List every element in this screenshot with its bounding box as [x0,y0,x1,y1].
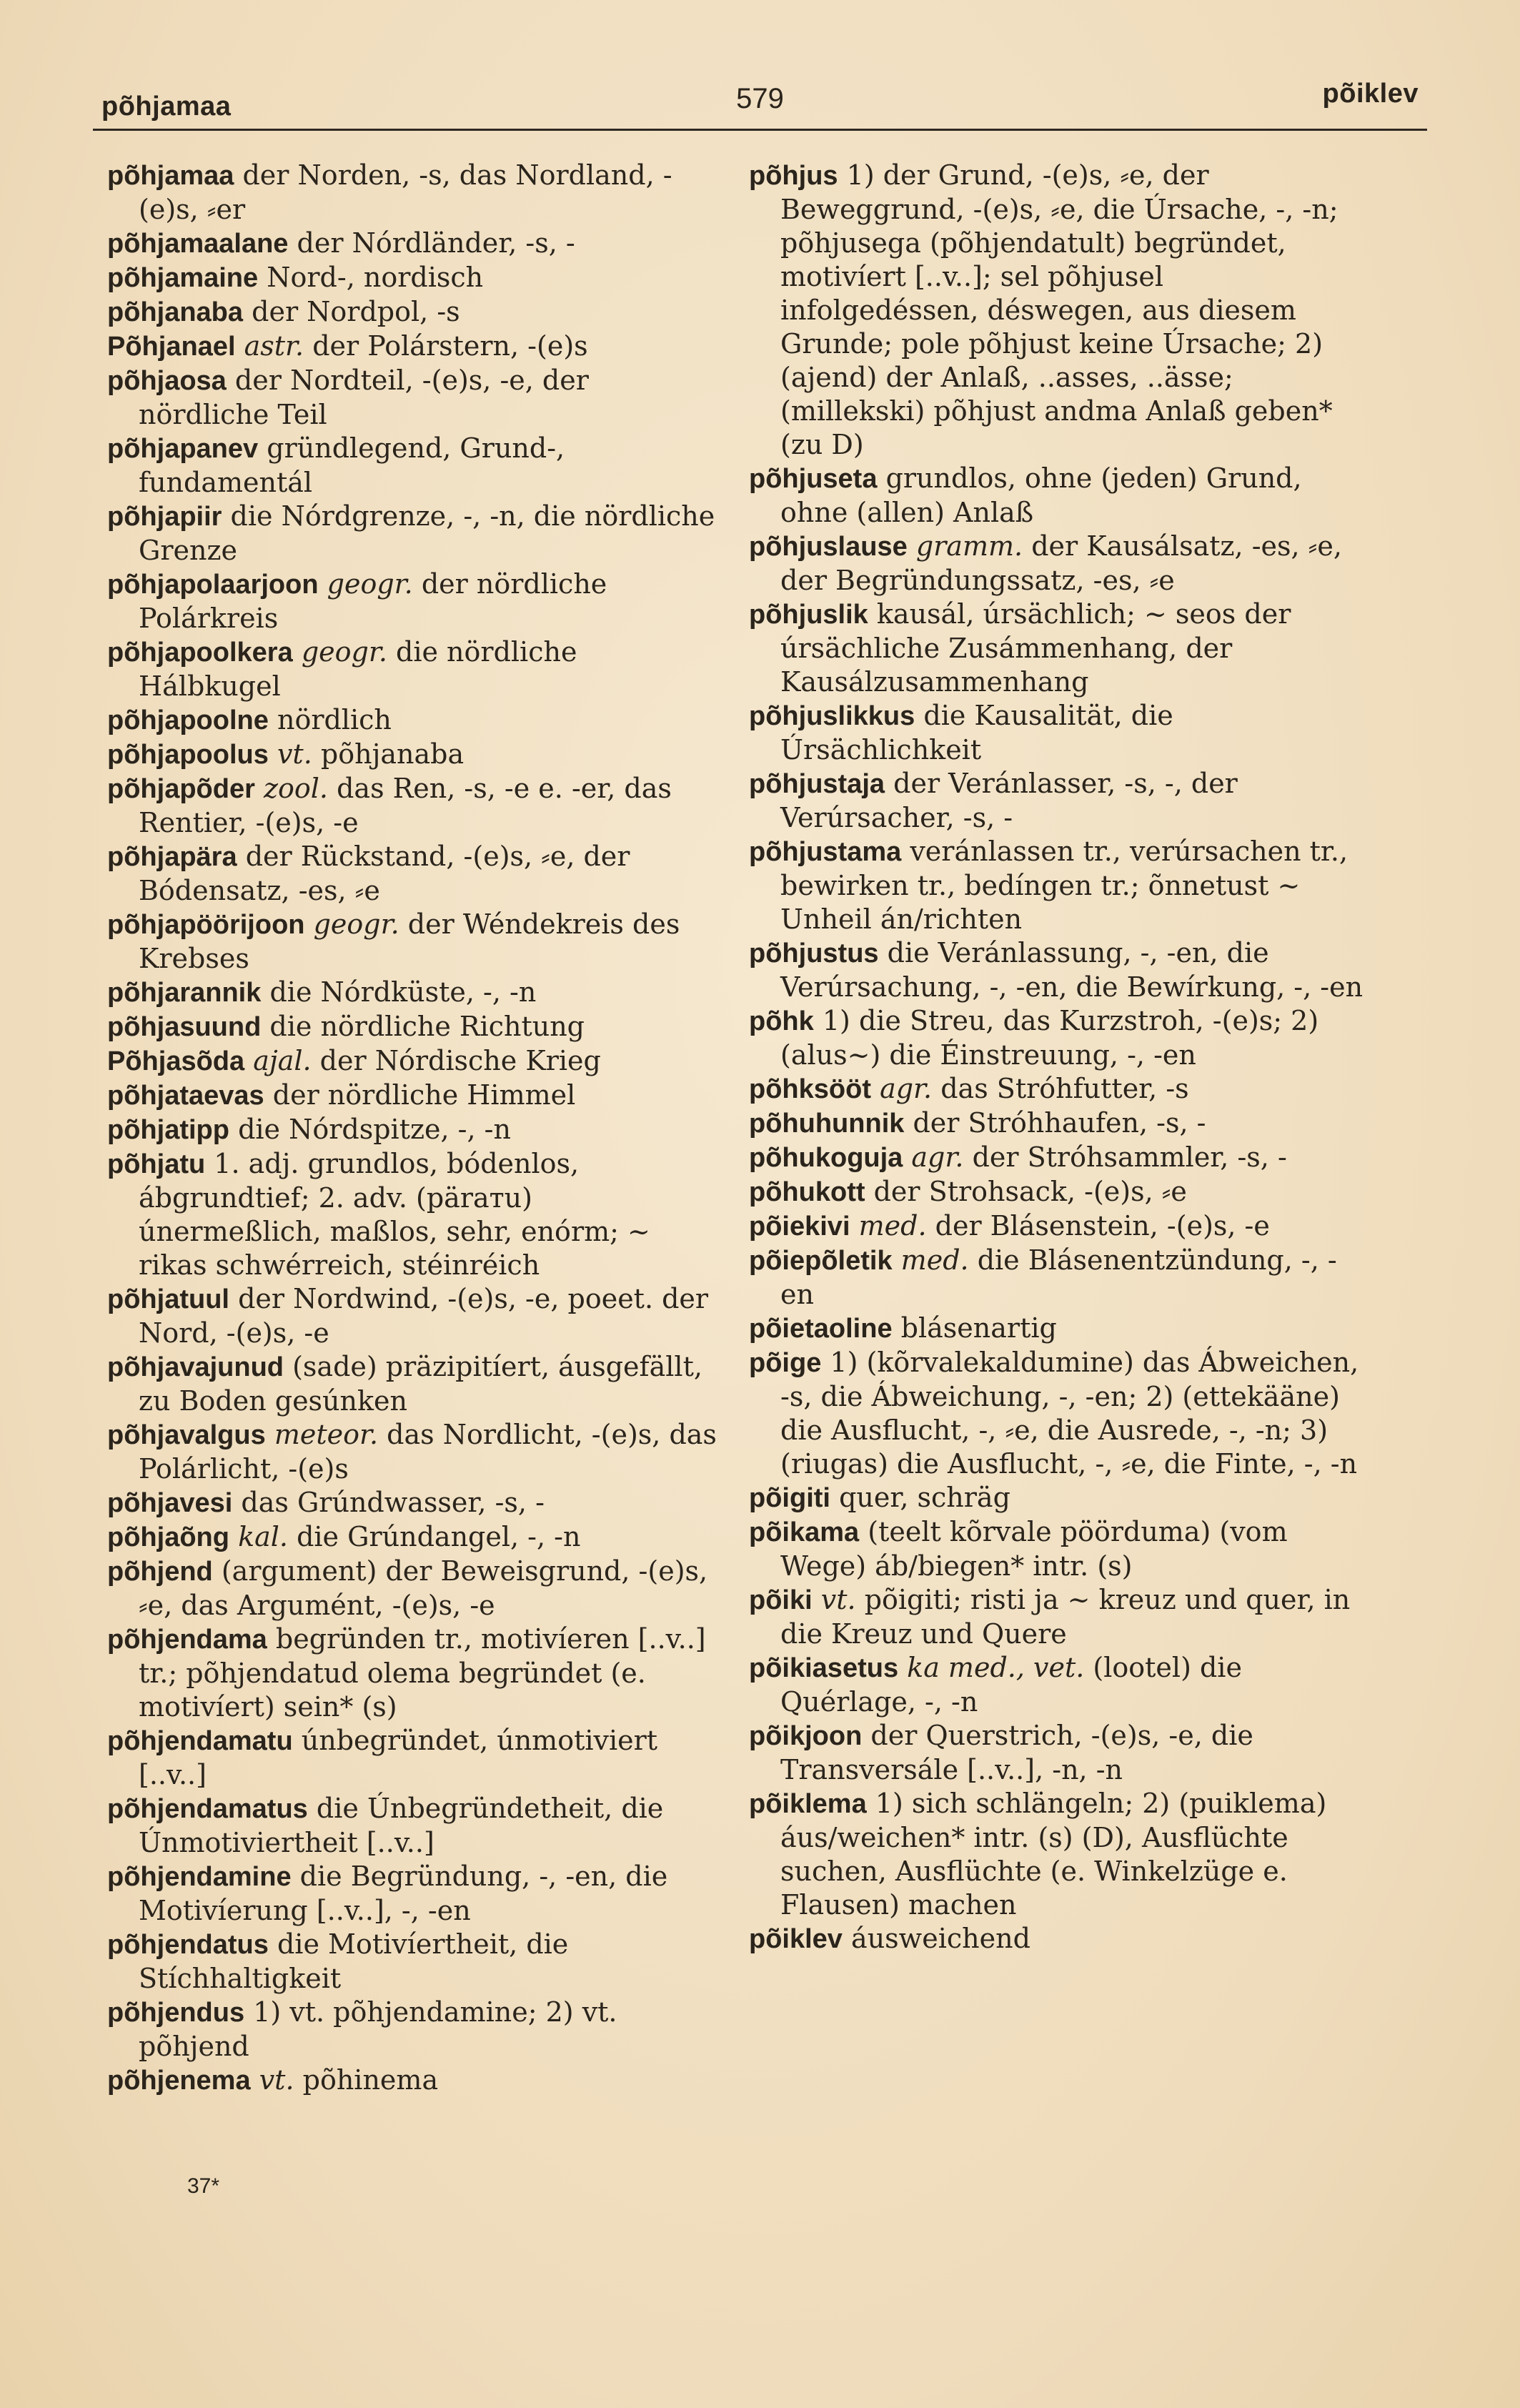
definition: 1) sich schlängeln; 2) (puiklema) áus/weichen* intr. (s) (D), Ausflüchte suchen, Ausflüchte (e. Winkelzüge e. Flausen) machen [780,1788,1327,1921]
definition: der Nordwind, -(e)s, -e, poeet. der Nord, -(e)s, -e [139,1283,709,1349]
definition: der Norden, -s, das Nordland, -(e)s, ⸗er [139,159,672,225]
definition: das Stróhfutter, -s [940,1073,1189,1104]
headword: põiki [749,1585,813,1615]
usage-label: geogr. [313,908,399,940]
dictionary-entry [107,840,722,908]
headword: põhjapolaarjoon [107,570,319,600]
definition: nördlich [277,704,392,735]
definition: põhjanaba [320,738,465,770]
headword: põhjarannik [107,978,262,1008]
definition: quer, schräg [839,1482,1010,1513]
definition: põhinema [302,2064,439,2096]
definition: der Blásenstein, -(e)s, -e [935,1210,1270,1242]
headword: põhjamaalane [107,229,289,259]
dictionary-entry [107,159,722,227]
definition: der Kausálsatz, -es, ⸗e, der Begründungssatz, -es, ⸗e [780,530,1342,596]
dictionary-entry [107,330,722,364]
header-rule [93,129,1427,131]
definition: die Veránlassung, -, -en, die Verúrsachung, -, -en, die Bewírkung, -, -en [780,937,1363,1003]
usage-label: med. [900,1244,969,1276]
dictionary-entry [749,1515,1363,1583]
dictionary-entry [107,1147,722,1282]
usage-label: zool. [263,773,328,804]
dictionary-entry [107,1928,722,1996]
headword: põige [749,1348,822,1378]
definition: die Únbegründetheit, die Únmotiviertheit [..v..] [139,1793,664,1858]
headword: põhjapiir [107,502,222,532]
dictionary-entry [749,1922,1363,1956]
definition: 1) (kõrvalekaldumine) das Ábweichen, -s, die Ábweichung, -, -en; 2) (ettekääne) die Ausflucht, -, ⸗e, die Ausrede, -, -n; 3) (riugas) die Ausflucht, -, ⸗e, die Finte, -, -n [780,1347,1359,1480]
headword: põhjapanev [107,434,259,464]
definition: der nördliche Polárkreis [139,568,607,634]
headword: põhjendamatu [107,1726,293,1756]
dictionary-entry [749,767,1363,835]
dictionary-entry [107,568,722,635]
definition: (sade) präzipitíert, áusgefällt, zu Boden gesúnken [139,1351,702,1417]
definition: grundlos, ohne (jeden) Grund, ohne (allen) Anlaß [780,462,1302,528]
dictionary-entry [107,1079,722,1113]
headword: põhjavajunud [107,1352,284,1382]
running-head [93,71,1427,129]
definition: (argument) der Beweisgrund, -(e)s, ⸗e, das Argumént, -(e)s, -e [139,1555,708,1621]
definition: der Wéndekreis des Krebses [139,908,680,974]
usage-label: vt. [259,2064,294,2096]
dictionary-entry [107,1418,722,1486]
usage-label: ajal. [253,1045,312,1076]
dictionary-entry [749,1004,1363,1072]
dictionary-entry [107,976,722,1010]
dictionary-entry [107,295,722,330]
usage-label: astr. [244,330,304,362]
dictionary-entry [749,598,1363,699]
headword: põikama [749,1517,860,1547]
dictionary-entry [749,1106,1363,1141]
headword: põhjapära [107,842,237,872]
headword: põhjendama [107,1625,267,1655]
dictionary-entry [107,1113,722,1147]
definition: die Nórdgrenze, -, -n, die nördliche Grenze [139,500,715,566]
dictionary-entry [749,1209,1363,1244]
headword: põhjuslikkus [749,701,915,731]
dictionary-entry [107,261,722,295]
dictionary-entry [749,1651,1363,1719]
definition: 1) der Grund, -(e)s, ⸗e, der Beweggrund, -(e)s, ⸗e, die Úrsache, -, -n; põhjusega (põhjendatult) begründet, motivíert [..v..]; sel põhjusel infolgedéssen, déswegen, aus diesem Grunde; pole põhjust keine Úrsache; 2) (ajend) der Anlaß, ..asses, ..ässe; (millekski) põhjust andma Anlaß geben* (zu D) [780,159,1338,460]
definition: 1. adj. grundlos, bódenlos, ábgrundtief; 2. adv. (pärатu) únermeßlich, maßlos, sehr, enórm; ~ rikas schwérreich, stéinréich [139,1148,650,1281]
definition: der Querstrich, -(e)s, -e, die Transversále [..v..], -n, -n [780,1720,1253,1785]
dictionary-entry [749,462,1363,530]
definition: begründen tr., motivíeren [..v..] tr.; põhjendatud olema begründet (e. motivíert) sein* (s) [139,1623,706,1723]
definition: der Nordteil, -(e)s, -e, der nördliche Teil [139,365,589,430]
definition: die Motivíertheit, die Stíchhaltigkeit [139,1928,569,1994]
page-number: 579 [736,83,784,114]
definition: kausál, úrsächlich; ~ seos der úrsächliche Zusámmenhang, der Kausálzusammenhang [780,598,1291,698]
headword: põhjend [107,1557,213,1587]
left-column [107,159,722,2098]
usage-label: geogr. [301,636,387,668]
dictionary-entry [107,703,722,738]
headword: põhuhunnik [749,1109,905,1139]
dictionary-entry [749,159,1363,462]
definition: põigiti; risti ja ~ kreuz und quer, in die Kreuz und Quere [780,1584,1351,1650]
usage-label: agr. [880,1073,933,1104]
definition: der Veránlasser, -s, -, der Verúrsacher, -s, - [780,768,1238,833]
headword: põigiti [749,1483,830,1513]
usage-label: gramm. [915,530,1023,562]
dictionary-entry [107,738,722,772]
dictionary-entry [749,936,1363,1004]
definition: der Polárstern, -(e)s [312,330,588,362]
definition: der Nordpol, -s [252,296,460,327]
definition: der Rückstand, -(e)s, ⸗e, der Bódensatz, -es, ⸗e [139,841,630,906]
headword: põhjendatus [107,1930,269,1960]
definition: der Stróhsammler, -s, - [972,1141,1287,1173]
headword: põiklev [749,1924,843,1954]
right-column [749,159,1363,1956]
definition: der Strohsack, -(e)s, ⸗e [873,1176,1187,1207]
usage-label: kal. [238,1521,288,1552]
dictionary-entry [749,1346,1363,1481]
usage-label: vt. [820,1584,856,1615]
headword: põhjapoolus [107,740,269,770]
dictionary-entry [107,1044,722,1079]
dictionary-entry [749,835,1363,936]
definition: die Begründung, -, -en, die Motivíerung [..v..], -, -en [139,1860,668,1926]
dictionary-entry [107,1010,722,1044]
definition: die Nórdküste, -, -n [269,976,537,1008]
headword: põietaoline [749,1314,893,1344]
dictionary-entry [107,432,722,500]
dictionary-entry [749,1787,1363,1922]
definition: die Grúndangel, -, -n [297,1521,581,1552]
headword: põhjavalgus [107,1420,266,1450]
dictionary-entry [107,1486,722,1520]
definition: gründlegend, Grund-, fundamentál [139,432,565,498]
definition: der nördliche Himmel [272,1079,576,1111]
definition: (lootel) die Quérlage, -, -n [780,1652,1242,1718]
header-guide-word-left: põhjamaa [101,91,232,122]
dictionary-entry [749,1072,1363,1106]
headword: põhjatuul [107,1284,229,1314]
dictionary-entry [749,1312,1363,1346]
headword: põhjendus [107,1998,245,2028]
dictionary-entry [107,500,722,568]
headword: põhjuslik [749,600,868,630]
headword: põhjustaja [749,769,885,799]
usage-label: ka med., vet. [907,1652,1085,1683]
headword: põhjuslause [749,532,908,562]
dictionary-entry [107,1520,722,1555]
usage-label: vt. [277,738,312,770]
dictionary-entry [107,1792,722,1860]
headword: põhjapoolkera [107,638,293,668]
headword: põhjamaine [107,263,259,293]
usage-label: geogr. [327,568,413,600]
definition: die nördliche Hálbkugel [139,636,577,702]
dictionary-entry [749,1583,1363,1651]
dictionary-entry [107,1724,722,1792]
dictionary-entry [749,699,1363,767]
dictionary-entry [749,1141,1363,1175]
headword: põhukoguja [749,1143,903,1173]
definition: das Grúndwasser, -s, - [241,1487,545,1518]
headword: põhjustama [749,837,902,867]
definition: 1) die Streu, das Kurzstroh, -(e)s; 2) (alus~) die Éinstreuung, -, -en [780,1005,1319,1071]
headword: põhjaõng [107,1522,229,1552]
headword: põhukott [749,1177,865,1207]
dictionary-entry [107,364,722,432]
headword: põiklema [749,1789,867,1819]
headword: põhjapõder [107,774,255,804]
definition: die nördliche Richtung [269,1011,585,1042]
dictionary-entry [107,227,722,261]
definition: das Ren, -s, -e e. -er, das Rentier, -(e)s, -e [139,773,672,838]
headword: põhjendamatus [107,1794,308,1824]
usage-label: meteor. [274,1419,379,1450]
definition: áusweichend [851,1923,1030,1954]
headword: põhjendamine [107,1862,292,1892]
headword: põhjamaa [107,161,234,191]
headword: põhjasuund [107,1012,262,1042]
definition: veránlassen tr., verúrsachen tr., bewirken tr., bedíngen tr.; õnnetust ~ Unheil án/richten [780,836,1348,935]
definition: 1) vt. põhjendamine; 2) vt. põhjend [139,1996,617,2062]
headword: põhk [749,1006,814,1036]
dictionary-entry [107,635,722,703]
definition: Nord-, nordisch [267,262,484,293]
headword: põhjapoolne [107,705,269,735]
definition: die Blásenentzündung, -, -en [780,1244,1337,1310]
headword: põhjaosa [107,366,227,396]
headword: Põhjasõda [107,1046,245,1076]
headword: põiekivi [749,1212,850,1242]
dictionary-entry [107,1996,722,2063]
headword: põhksööt [749,1074,871,1104]
headword: põhjapöörijoon [107,910,305,940]
definition: der Stróhhaufen, -s, - [913,1107,1206,1139]
dictionary-entry [749,530,1363,598]
definition: das Nordlicht, -(e)s, das Polárlicht, -(e)s [139,1419,717,1485]
headword: põhjavesi [107,1488,233,1518]
definition: die Kausalität, die Úrsächlichkeit [780,700,1173,765]
dictionary-entry [107,1555,722,1622]
dictionary-entry [107,2063,722,2098]
headword: põhjustus [749,938,879,968]
definition: die Nórdspitze, -, -n [238,1114,511,1145]
dictionary-entry [749,1719,1363,1787]
headword: põikiasetus [749,1653,899,1683]
headword: põhjuseta [749,464,878,494]
dictionary-entry [107,1622,722,1724]
dictionary-entry [749,1175,1363,1209]
headword: põhjanaba [107,297,244,327]
headword: põikjoon [749,1721,863,1751]
dictionary-entry [107,908,722,976]
headword: põhjus [749,161,838,191]
headword: põhjataevas [107,1081,264,1111]
definition: der Nórdische Krieg [319,1045,601,1076]
definition: der Nórdländer, -s, - [297,227,575,259]
dictionary-entry [749,1481,1363,1515]
definition: (teelt kõrvale pöörduma) (vom Wege) áb/biegen* intr. (s) [780,1516,1288,1582]
dictionary-entry [107,772,722,840]
headword: Põhjanael [107,332,236,362]
headword: põhjatipp [107,1115,229,1145]
usage-label: agr. [911,1141,964,1173]
headword: põiepõletik [749,1246,893,1276]
header-guide-word-right: põiklev [1322,79,1419,109]
signature-mark: 37* [187,2174,220,2198]
usage-label: med. [858,1210,927,1242]
dictionary-entry [107,1282,722,1350]
dictionary-entry [749,1244,1363,1312]
definition: blásenartig [900,1312,1057,1344]
headword: põhjatu [107,1149,206,1179]
headword: põhjenema [107,2066,251,2096]
dictionary-entry [107,1350,722,1418]
dictionary-entry [107,1860,722,1928]
definition: únbegründet, únmotiviert [..v..] [139,1725,658,1790]
